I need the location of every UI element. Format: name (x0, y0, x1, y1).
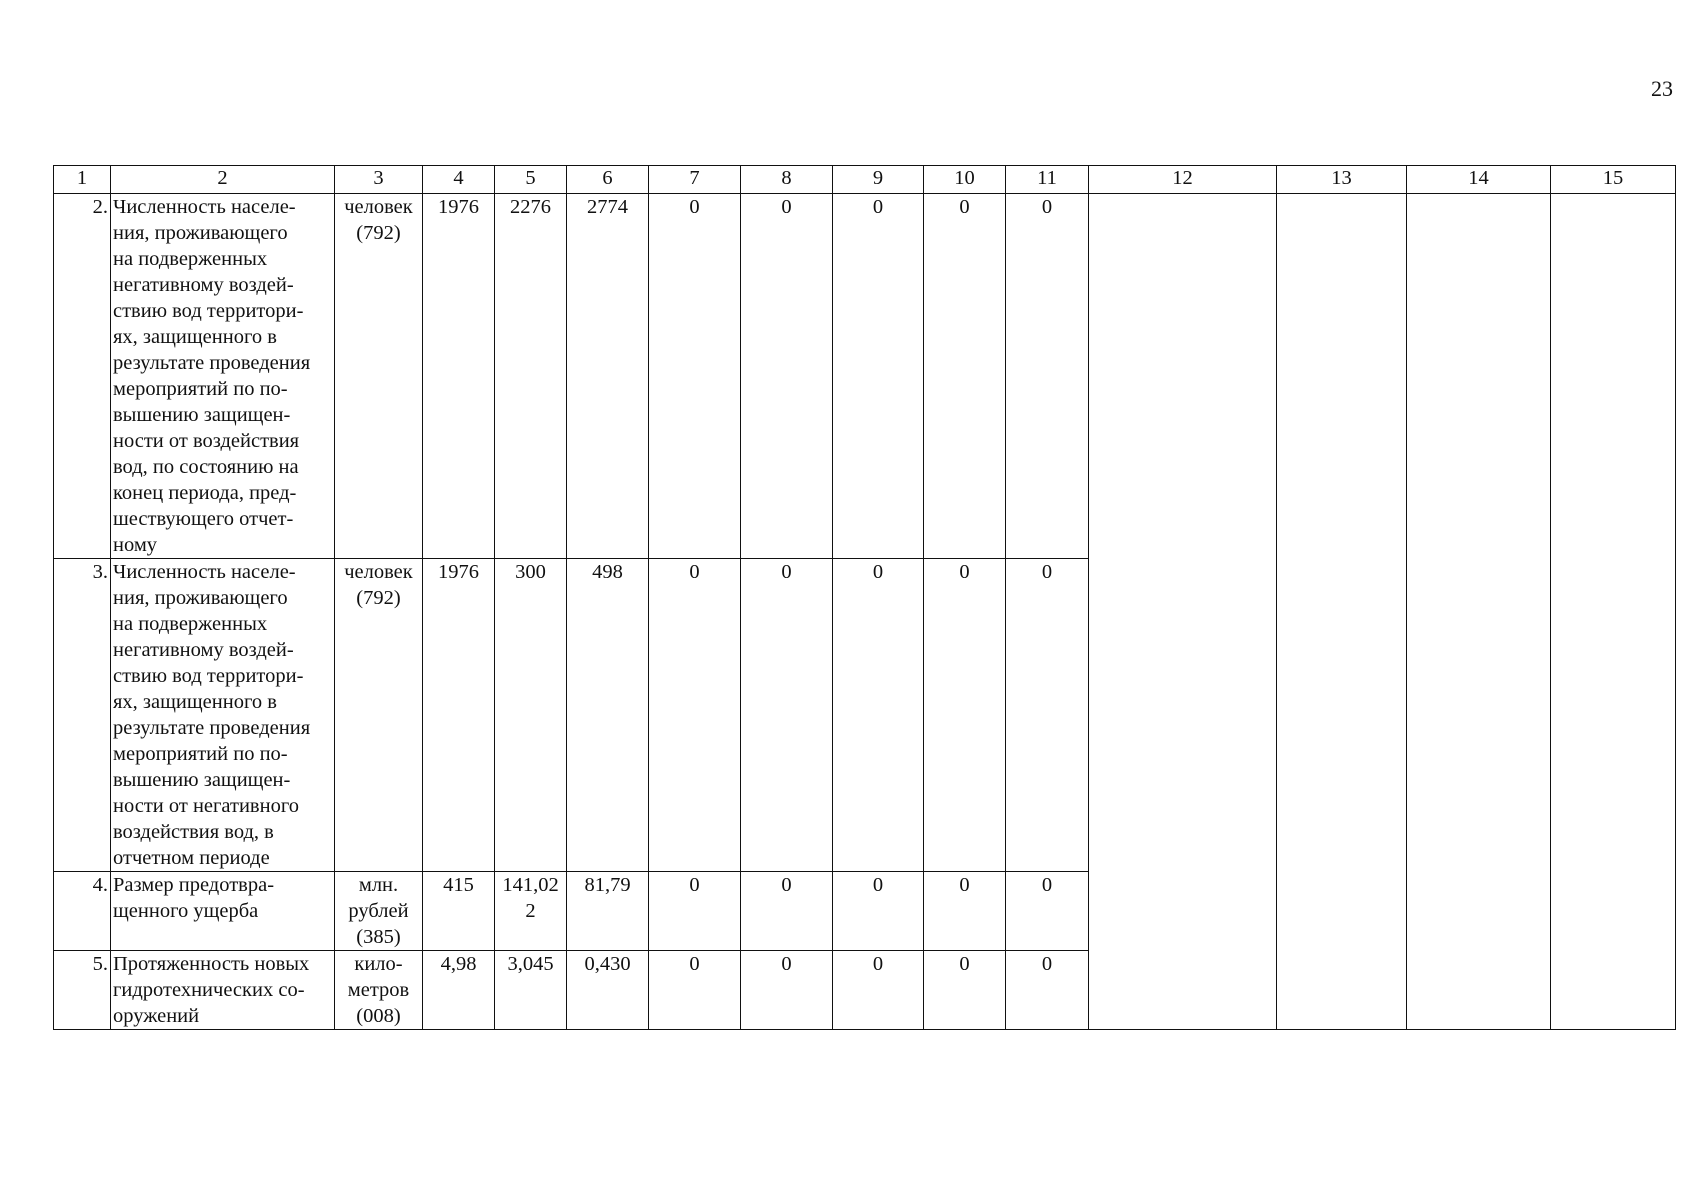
column-header: 11 (1006, 166, 1089, 194)
name-line: ях, защищенного в (113, 691, 277, 713)
name-line: мероприятий по по- (113, 378, 288, 400)
name-line: Протяженность новых (113, 953, 310, 975)
page-number: 23 (1651, 76, 1673, 101)
indicator-name (111, 194, 335, 559)
name-line: негативному воздей- (113, 639, 294, 661)
unit-line: метров (347, 979, 410, 1001)
value-cell: 300 (495, 559, 567, 872)
value-cell: 0 (924, 559, 1006, 872)
value-cell: 0 (924, 194, 1006, 559)
column-header: 8 (741, 166, 833, 194)
value-cell: 1976 (423, 194, 495, 559)
name-line: на подверженных (113, 248, 268, 270)
name-line: ствию вод территори- (113, 665, 304, 687)
unit-line: (792) (356, 222, 401, 244)
value-cell: 0 (1006, 951, 1089, 1030)
name-line: оружений (113, 1005, 200, 1027)
unit-line: человек (344, 561, 413, 583)
value-cell: 0,430 (567, 951, 649, 1030)
column-header: 12 (1089, 166, 1277, 194)
value-cell: 0 (741, 559, 833, 872)
value-cell: 141,02 2 (495, 872, 567, 951)
name-line: ности от негативного (113, 795, 299, 817)
row-index: 3. (54, 559, 111, 872)
name-line: Размер предотвра- (113, 874, 275, 896)
column-header: 1 (54, 166, 111, 194)
column-header: 7 (649, 166, 741, 194)
name-line: результате проведения (113, 717, 311, 739)
name-line: конец периода, пред- (113, 482, 297, 504)
column-header: 3 (335, 166, 423, 194)
value-cell: 1976 (423, 559, 495, 872)
value-cell: 0 (741, 951, 833, 1030)
name-line: щенного ущерба (113, 900, 259, 922)
name-line: воздействия вод, в (113, 821, 274, 843)
value-cell: 4,98 (423, 951, 495, 1030)
name-line: ния, проживающего (113, 587, 288, 609)
value-cell: 0 (833, 951, 924, 1030)
unit-cell (335, 951, 423, 1030)
empty-cell-col-15 (1551, 194, 1676, 1030)
unit-line: кило- (354, 953, 403, 975)
row-index: 2. (54, 194, 111, 559)
empty-cell-col-13 (1277, 194, 1407, 1030)
unit-line: млн. (358, 874, 399, 896)
value-cell: 0 (649, 872, 741, 951)
name-line: вышению защищен- (113, 404, 291, 426)
value-cell: 0 (1006, 559, 1089, 872)
unit-line: человек (344, 196, 413, 218)
unit-line: (792) (356, 587, 401, 609)
name-line: негативному воздей- (113, 274, 294, 296)
name-line: ности от воздействия (113, 430, 300, 452)
row-index: 5. (54, 951, 111, 1030)
unit-cell (335, 872, 423, 951)
unit-cell (335, 194, 423, 559)
name-line: на подверженных (113, 613, 268, 635)
value-cell: 415 (423, 872, 495, 951)
column-header: 6 (567, 166, 649, 194)
name-line: вышению защищен- (113, 769, 291, 791)
row-index: 4. (54, 872, 111, 951)
value-cell: 81,79 (567, 872, 649, 951)
column-header: 15 (1551, 166, 1676, 194)
name-line: ях, защищенного в (113, 326, 277, 348)
column-header: 5 (495, 166, 567, 194)
name-line: Численность населе- (113, 196, 296, 218)
value-cell: 2774 (567, 194, 649, 559)
name-line: мероприятий по по- (113, 743, 288, 765)
column-header: 4 (423, 166, 495, 194)
column-header: 10 (924, 166, 1006, 194)
name-line: вод, по состоянию на (113, 456, 299, 478)
value-cell: 498 (567, 559, 649, 872)
unit-line: (385) (356, 926, 401, 948)
empty-cell-col-12 (1089, 194, 1277, 1030)
indicator-table (53, 165, 1676, 1030)
unit-line: (008) (356, 1005, 401, 1027)
value-cell: 0 (1006, 872, 1089, 951)
column-number-row (54, 166, 1676, 194)
column-header: 13 (1277, 166, 1407, 194)
value-cell: 0 (649, 559, 741, 872)
value-cell: 0 (924, 872, 1006, 951)
name-line: результате проведения (113, 352, 311, 374)
name-line: шествующего отчет- (113, 508, 294, 530)
value-cell: 0 (741, 872, 833, 951)
empty-cell-col-14 (1407, 194, 1551, 1030)
name-line: ния, проживающего (113, 222, 288, 244)
name-line: Численность населе- (113, 561, 296, 583)
unit-cell (335, 559, 423, 872)
column-header: 14 (1407, 166, 1551, 194)
value-cell: 0 (649, 951, 741, 1030)
column-header: 9 (833, 166, 924, 194)
name-line: ствию вод территори- (113, 300, 304, 322)
indicator-name (111, 559, 335, 872)
value-cell: 0 (924, 951, 1006, 1030)
value-cell: 0 (1006, 194, 1089, 559)
indicator-name (111, 951, 335, 1030)
value-cell: 0 (649, 194, 741, 559)
value-cell: 0 (833, 559, 924, 872)
value-cell: 3,045 (495, 951, 567, 1030)
unit-line: рублей (348, 900, 409, 922)
name-line: отчетном периоде (113, 847, 270, 869)
indicator-name (111, 872, 335, 951)
value-cell: 0 (833, 194, 924, 559)
name-line: ному (113, 534, 158, 556)
name-line: гидротехнических со- (113, 979, 305, 1001)
column-header: 2 (111, 166, 335, 194)
value-cell: 0 (741, 194, 833, 559)
value-cell: 2276 (495, 194, 567, 559)
value-cell: 0 (833, 872, 924, 951)
table-row (54, 194, 1676, 559)
